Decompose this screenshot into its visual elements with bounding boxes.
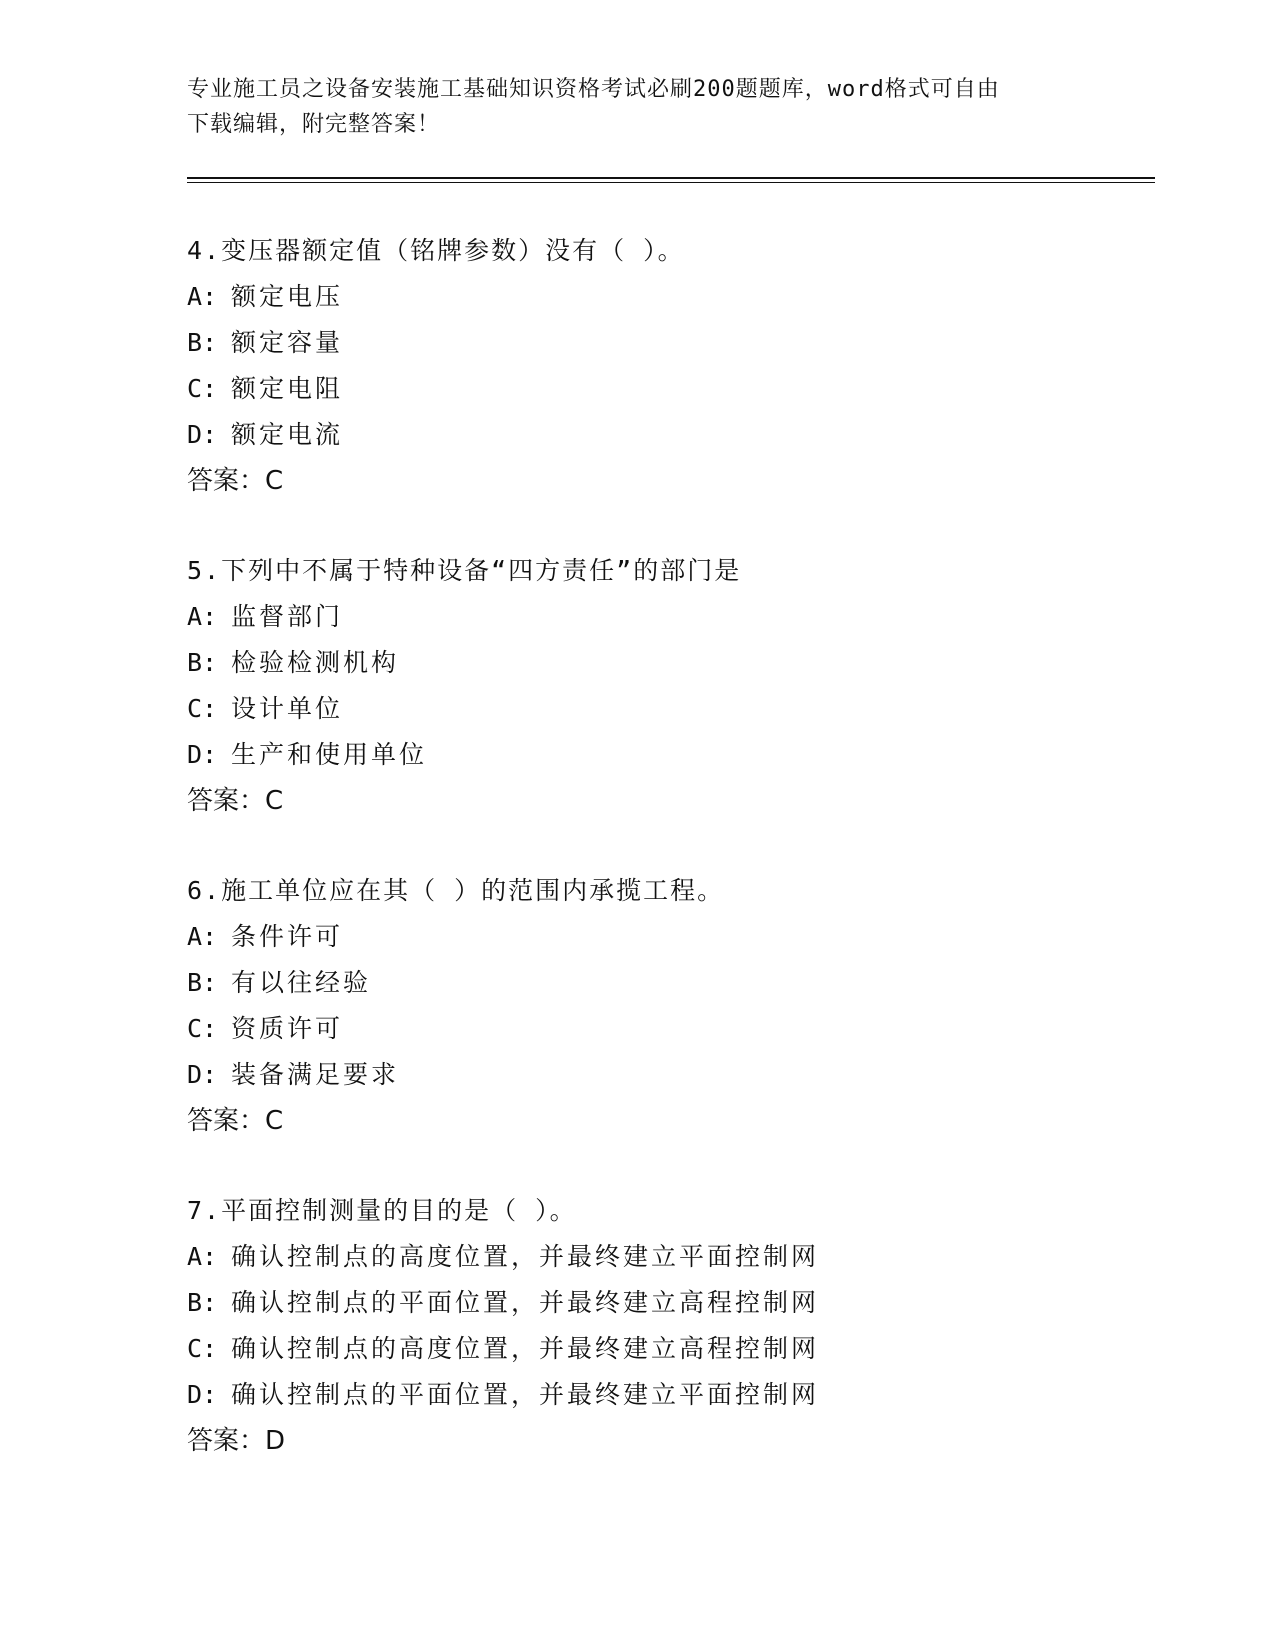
question-block: [187, 548, 1167, 824]
answer: 答案：D: [187, 1426, 286, 1456]
option-text: 监督部门: [231, 602, 344, 631]
header-divider-thin: [187, 182, 1155, 183]
option-text: 额定电压: [231, 282, 344, 311]
answer: 答案：C: [187, 1106, 284, 1136]
option-key: A:: [187, 922, 218, 951]
option-key: D:: [187, 1060, 218, 1089]
option-a: [187, 914, 1167, 960]
option-text: 额定容量: [231, 328, 344, 357]
option-b: [187, 640, 1167, 686]
header-line-1: 专业施工员之设备安装施工基础知识资格考试必刷200题题库，word格式可自由: [187, 77, 1000, 102]
option-key: D:: [187, 1380, 218, 1409]
option-key: C:: [187, 694, 218, 723]
option-key: C:: [187, 374, 218, 403]
option-c: [187, 1326, 1167, 1372]
option-key: B:: [187, 1288, 218, 1317]
option-d: [187, 1052, 1167, 1098]
question-block: [187, 868, 1167, 1144]
option-key: A:: [187, 602, 218, 631]
option-text: 额定电流: [231, 420, 344, 449]
option-key: B:: [187, 328, 218, 357]
option-b: [187, 1280, 1167, 1326]
option-c: [187, 1006, 1167, 1052]
option-key: C:: [187, 1014, 218, 1043]
option-text: 确认控制点的平面位置，并最终建立高程控制网: [231, 1288, 820, 1317]
option-text: 检验检测机构: [231, 648, 400, 677]
option-text: 确认控制点的高度位置，并最终建立高程控制网: [231, 1334, 820, 1363]
question-stem: 5.下列中不属于特种设备“四方责任”的部门是: [187, 556, 742, 585]
option-key: A:: [187, 1242, 218, 1271]
option-key: B:: [187, 648, 218, 677]
option-a: [187, 1234, 1167, 1280]
option-c: [187, 366, 1167, 412]
option-b: [187, 960, 1167, 1006]
option-a: [187, 274, 1167, 320]
answer: 答案：C: [187, 466, 284, 496]
option-d: [187, 1372, 1167, 1418]
option-c: [187, 686, 1167, 732]
question-stem: 6.施工单位应在其（ ）的范围内承揽工程。: [187, 876, 725, 905]
option-text: 确认控制点的高度位置，并最终建立平面控制网: [231, 1242, 820, 1271]
option-key: A:: [187, 282, 218, 311]
question-stem: 4.变压器额定值（铭牌参数）没有（ ）。: [187, 236, 685, 265]
option-a: [187, 594, 1167, 640]
answer: 答案：C: [187, 786, 284, 816]
option-text: 装备满足要求: [231, 1060, 400, 1089]
option-text: 生产和使用单位: [231, 740, 428, 769]
option-text: 额定电阻: [231, 374, 344, 403]
option-b: [187, 320, 1167, 366]
option-text: 确认控制点的平面位置，并最终建立平面控制网: [231, 1380, 820, 1409]
question-stem: 7.平面控制测量的目的是（ ）。: [187, 1196, 577, 1225]
option-key: D:: [187, 740, 218, 769]
option-text: 条件许可: [231, 922, 344, 951]
option-key: C:: [187, 1334, 218, 1363]
header-line-2: 下载编辑，附完整答案！: [187, 112, 441, 137]
question-block: [187, 1188, 1167, 1464]
option-text: 资质许可: [231, 1014, 344, 1043]
document-header: [187, 72, 1067, 142]
option-d: [187, 732, 1167, 778]
option-key: D:: [187, 420, 218, 449]
option-text: 设计单位: [231, 694, 344, 723]
question-block: [187, 228, 1167, 504]
option-text: 有以往经验: [231, 968, 372, 997]
option-d: [187, 412, 1167, 458]
header-divider-thick: [187, 177, 1155, 179]
option-key: B:: [187, 968, 218, 997]
